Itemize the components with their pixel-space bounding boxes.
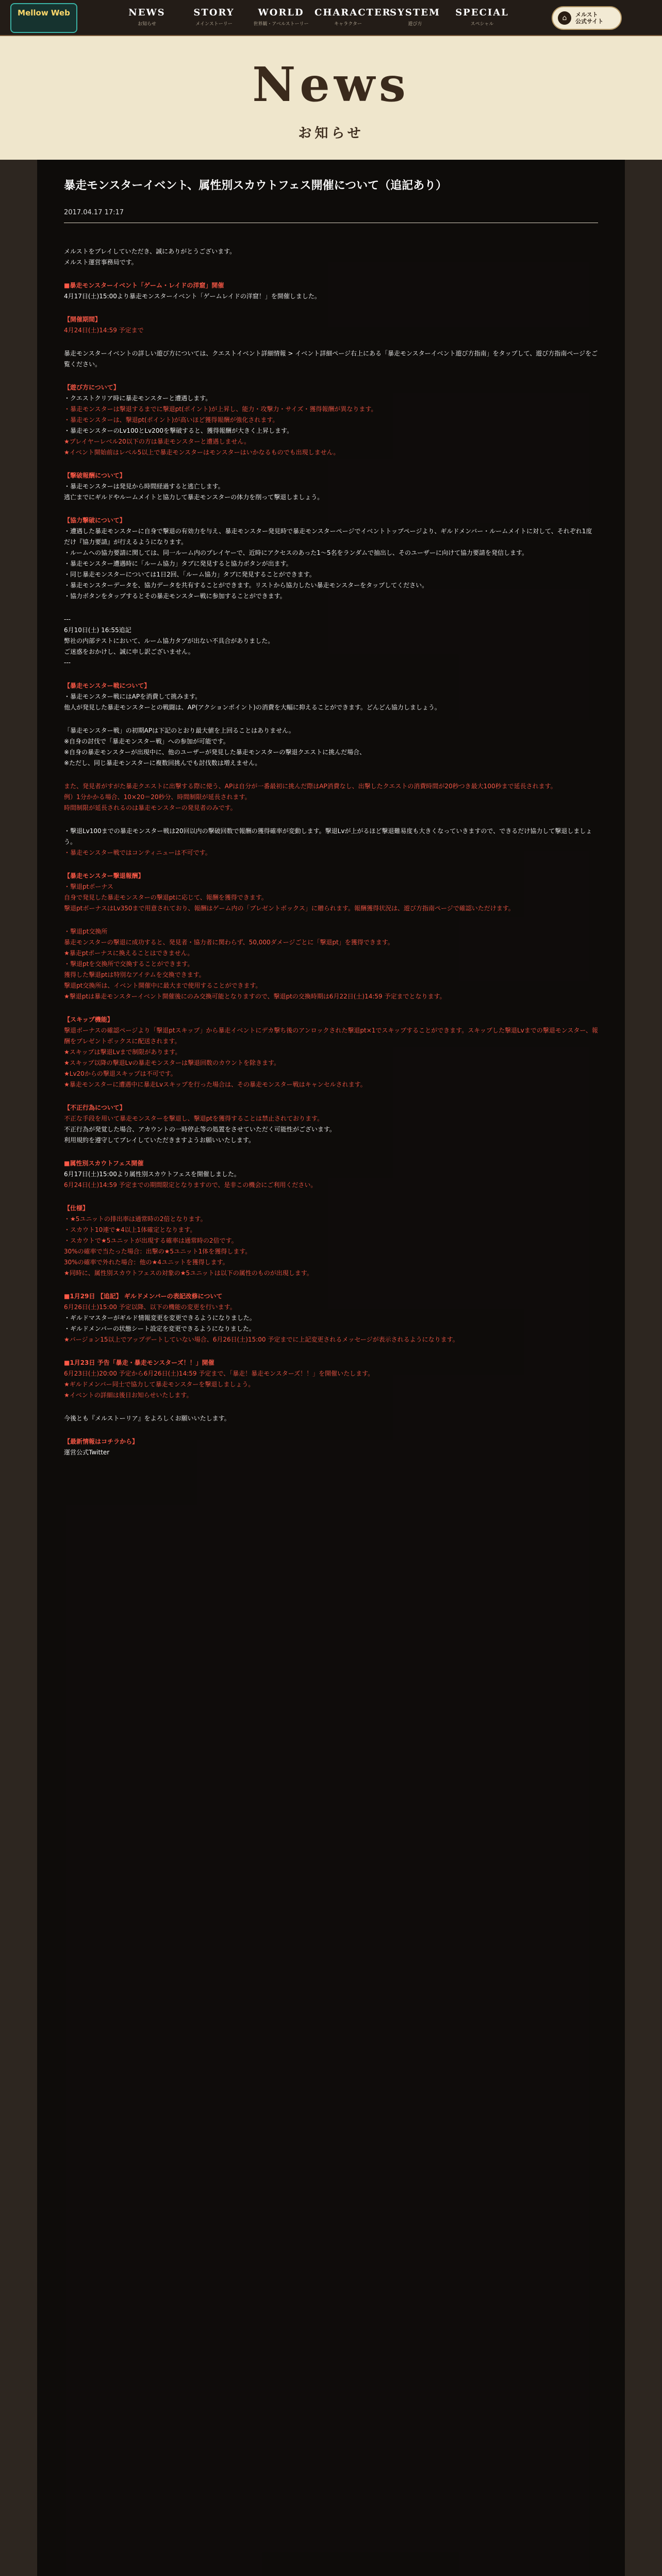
article-line: ★スキップ以降の撃退Lvの暴走モンスターは撃退回数のカウントを除きます。 (64, 1059, 280, 1066)
article-paragraph (64, 871, 598, 914)
article-line: ・撃退ptポーナス (64, 883, 113, 890)
article-paragraph (64, 1203, 598, 1279)
article-line: ★ギルドメンバー同士で協力して暴走モンスターを撃退しましょう。 (64, 1381, 255, 1388)
article-line: また、発見者がすがた暴走クエストに出撃する際に使う、APは自分が一番最初に挑んだ際はAP消費なし、出撃したクエストの消費時間が20秒つき最大100秒まで延長されます。 (64, 783, 557, 790)
page-title: News (252, 57, 410, 112)
page-hero (0, 36, 662, 160)
article-paragraph (64, 1103, 598, 1146)
article-line: ・クエストクリア時に暴走モンスターと遭遇します。 (64, 395, 212, 402)
article-paragraph (64, 348, 598, 370)
article-line: ご迷惑をおかけし、誠に申し訳ございません。 (64, 648, 194, 655)
article-line: メルストをプレイしていただき、誠にありがとうございます。 (64, 248, 236, 255)
article-line: 運営公式Twitter (64, 1449, 110, 1456)
article-paragraph (64, 280, 598, 302)
article-line: 【不正行為について】 (64, 1104, 126, 1111)
article-line: ・暴走モンスターのLv100とLv200を撃破すると、獲得報酬が大きく上昇します。 (64, 427, 293, 434)
article-stage (0, 160, 662, 2576)
article-line: ■属性別スカウトフェス開催 (64, 1160, 144, 1167)
article-line: ・暴走モンスターは撃退するまでに撃退pt(ポイント)が上昇し、能力・攻撃力・サイズ・獲得報酬が異なります。 (64, 405, 377, 413)
nav-special[interactable]: SPECIAL スペシャル (455, 7, 509, 27)
article-paragraph (64, 470, 598, 503)
article-line: 不正な手段を用いて暴走モンスターを撃退し、撃退ptを獲得することは禁止されております。 (64, 1115, 324, 1122)
article-paragraph (64, 1014, 598, 1090)
article-date: 2017.04.17 17:17 (64, 209, 124, 216)
article-paragraph (64, 246, 598, 268)
article-line: 今後とも『メルストーリア』をよろしくお願いいたします。 (64, 1415, 230, 1422)
article-line: 30%の確率で外れた場合：他の★4ユニットを獲得します。 (64, 1259, 229, 1266)
site-logo[interactable]: Mellow Web (10, 3, 77, 33)
article-line: ★イベントの詳細は後日お知らせいたします。 (64, 1392, 193, 1399)
article-line: 4月24日(土)14:59 予定まで (64, 327, 144, 334)
article-line: ★Lv20からの撃退スキップは不可です。 (64, 1070, 177, 1077)
home-icon: ⌂ (558, 11, 571, 25)
article-line: ・暴走モンスターデータを、協力データを共有することができます。リストから協力したい暴走モンスターをタップしてください。 (64, 582, 428, 589)
nav-world[interactable]: WORLD 世界観・アベルストーリー (253, 7, 309, 27)
article-paragraph (64, 725, 598, 769)
article-line: 30%の確率で当たった場合：出撃の★5ユニット1体を獲得します。 (64, 1248, 252, 1255)
article-line: 【暴走モンスター戦について】 (64, 682, 151, 689)
article-line: ※ただし、同じ暴走モンスターに複数回挑んでも討伐数は増えません。 (64, 759, 261, 767)
article-line: メルスト運営事務局です。 (64, 259, 138, 266)
article-line: 【遊び方について】 (64, 384, 120, 391)
article-line: 【最新情報はコチラから】 (64, 1438, 139, 1445)
article-line: ・スカウト10連で★4以上1体確定となります。 (64, 1226, 196, 1233)
article-line: 6月26日(土)15:00 予定以降、以下の機能の変更を行います。 (64, 1303, 236, 1311)
article-line: ★プレイヤーレベル20以下の方は暴走モンスターと遭遇しません。 (64, 438, 251, 445)
article-line: ※自身の討伐で「暴走モンスター戦」への参加が可能です。 (64, 738, 229, 745)
article-line: 6月10日(土) 16:55追記 (64, 626, 131, 634)
article-line: ★同時に、属性別スカウトフェスの対象の★5ユニットは以下の属性のものが出現します。 (64, 1269, 313, 1277)
article-line: 「暴走モンスター戦」の初期APは下記のとおり最大値を上回ることはありません。 (64, 727, 295, 734)
article-line: 他人が発見した暴走モンスターとの戦闘は、AP(アクションポイント)の消費を大幅に抑えることができます。どんどん協力しましょう。 (64, 704, 441, 711)
page-subtitle: お知らせ (298, 126, 364, 141)
article-line: ・遭遇した暴走モンスターに自身で撃退の有効力を与え、暴走モンスター発見時で暴走モンスターページでイベントトップページより、ギルドメンバー・ルームメイトに対して、それぞれ1度だけ『協力要請』が行えるようになります。 (64, 528, 592, 546)
article-line: ★バージョン15以上でアップデートしていない場合、6月26日(土)15:00 予定までに上記変更されるメッセージが表示されるようになります。 (64, 1336, 459, 1343)
article-line: 逃亡までにギルドやルームメイトと協力して暴走モンスターの体力を削って撃退しましょう。 (64, 494, 324, 501)
official-site-button[interactable]: ⌂ メルスト 公式サイト (552, 6, 622, 30)
article-line: ・撃退ptを交換所で交換することができます。 (64, 960, 194, 968)
article-line: --- (64, 659, 71, 666)
article-paragraph (64, 926, 598, 1002)
article-line: 【スキップ機能】 (64, 1016, 113, 1023)
article-paragraph (64, 1358, 598, 1401)
article-title: 暴走モンスターイベント、属性別スカウトフェス開催について（追記あり） (64, 179, 448, 192)
article-line: 撃退ボーナスの確認ページより「撃退ptスキップ」から暴走イベントにデカ撃ち後のアンロックされた撃退pt×1でスキップすることができます。スキップした撃退Lvまでの撃退モンスター、報酬をプレゼントボックスに配送されます。 (64, 1027, 598, 1045)
article-line: ・★5ユニットの排出率は通常時の2倍となります。 (64, 1215, 207, 1223)
article-line: ・暴走モンスター戦ではコンティニューは不可です。 (64, 849, 211, 856)
article-line: ※自身の暴走モンスターが出現中に、他のユーザーが発見した暴走モンスターの撃退クエストに挑んだ場合、 (64, 749, 366, 756)
article-line: ・撃退pt交換所 (64, 928, 108, 935)
article-line: ・暴走モンスターは発見から時間経過すると逃亡します。 (64, 483, 224, 490)
article-line: 暴走モンスターの撃退に成功すると、発見者・協力者に関わらず、50,000ダメージごとに「撃退pt」を獲得できます。 (64, 939, 394, 946)
article-line: ・同じ暴走モンスターについては1日2回、「ルーム協力」タブに発見することができます。 (64, 571, 316, 578)
article-paragraph (64, 1413, 598, 1424)
nav-story[interactable]: STORY メインストーリー (193, 7, 235, 27)
article-line: 撃退ptボーナスはLv350まで用意されており、報酬はゲーム内の「プレゼントボックス」に贈られます。報酬獲得状況は、遊び方指南ページで確認いただけます。 (64, 905, 515, 912)
article-paragraph (64, 1158, 598, 1191)
article-line: 4月17日(土)15:00より暴走モンスターイベント「ゲームレイドの洋窟！」を開催しました。 (64, 293, 321, 300)
article-line: 6月24日(土)14:59 予定までの期間限定となりますので、是非この機会にご利用ください。 (64, 1181, 317, 1189)
article-line: ★イベント開始前はレベル5以上で暴走モンスターはモンスターはいかなるものでも出現しません。 (64, 449, 340, 456)
article-line: ・暴走モンスター遭遇時に「ルーム協力」タブに発見すると協力ボタンが出ます。 (64, 560, 292, 567)
article-line: ★暴走モンスターに遭遇中に暴走Lvスキップを行った場合は、その暴走モンスター戦はキャンセルされます。 (64, 1081, 367, 1088)
global-header (0, 0, 662, 36)
nav-character[interactable]: CHARACTER キャラクター (315, 7, 391, 27)
article-panel (37, 160, 625, 2576)
article-line: 【開催期間】 (64, 316, 102, 323)
article-paragraph (64, 681, 598, 713)
article-line: ★暴走ptポーナスに換えることはできません。 (64, 950, 194, 957)
article-line: 6月23日(土)20:00 予定から6月26日(土)14:59 予定まで、「暴走！暴走モンスターズ！！」を開催いたします。 (64, 1370, 374, 1377)
article-line: 暴走モンスターイベントの詳しい遊び方については、クエストイベント詳細情報 > イベント詳細ページ右上にある「暴走モンスターイベント遊び方指南」をタップして、遊び方指南ページをご覧ください。 (64, 350, 598, 368)
article-line: --- (64, 616, 71, 623)
nav-system[interactable]: SYSTEM 遊び方 (390, 7, 440, 27)
article-line: ■1月23日 予告「暴走・暴走モンスターズ！！」開催 (64, 1359, 214, 1366)
article-paragraph (64, 826, 598, 858)
article-line: 6月17日(土)15:00より属性別スカウトフェスを開催しました。 (64, 1171, 240, 1178)
article-line: ・暴走モンスター戦にはAPを消費して挑みます。 (64, 693, 202, 700)
article-line: ・ギルドマスターがギルド情報変更を変更できるようになりました。 (64, 1314, 256, 1321)
article-paragraph (64, 1291, 598, 1345)
article-line: 自身で発見した暴走モンスターの撃退ptに応じて、報酬を獲得できます。 (64, 894, 268, 901)
article-line: 利用規約を遵守してプレイしていただきますようお願いいたします。 (64, 1137, 255, 1144)
article-paragraph (64, 314, 598, 336)
article-line: ・協力ボタンをタップするとその暴走モンスター戦に参加することができます。 (64, 592, 286, 600)
article-line: 撃退pt交換所は、イベント開催中に最大まで使用することができます。 (64, 982, 262, 989)
nav-news[interactable]: NEWS お知らせ (128, 7, 166, 27)
article-body (64, 246, 598, 1470)
article-line: 【協力撃破について】 (64, 517, 126, 524)
article-line: 例）1分かかる場合、10×20＝20秒分、時間制限が延長されます。 (64, 793, 251, 801)
global-nav (113, 7, 516, 30)
article-paragraph (64, 781, 598, 814)
article-line: ★スキップは撃退Lvまで制限があります。 (64, 1048, 181, 1056)
article-line: ・ギルドメンバーの状態シート設定を変更できるようになりました。 (64, 1325, 255, 1332)
article-line: 【暴走モンスター撃退報酬】 (64, 872, 144, 879)
article-line: ・撃退Lv100までの暴走モンスター戦は20回以内の撃破回数で報酬の獲得確率が変動します。撃退Lvが上がるほど撃退難易度も大きくなっていきますので、できるだけ協力して撃退しましょう。 (64, 827, 592, 845)
article-line: ■暴走モンスターイベント「ゲーム・レイドの洋窟」開催 (64, 282, 224, 289)
article-line: 【仕様】 (64, 1205, 89, 1212)
article-line: 時間制限が延長されるのは暴走モンスターの発見者のみです。 (64, 804, 237, 811)
article-line: 弊社の内部テストにおいて、ルーム協力タブが出ない不具合がありました。 (64, 637, 274, 645)
article-line: ・スカウトで★5ユニットが出現する確率は通常時の2倍です。 (64, 1237, 238, 1244)
article-line: ・ルームへの協力要請に関しては、同一ルーム内のプレイヤーで、近時にアクセスのあった1～5名をランダムで抽出し、そのユーザーに向けて協力要請を発信します。 (64, 549, 528, 556)
article-line: ■1月29日 【追記】 ギルドメンバーの表記改修について (64, 1293, 223, 1300)
article-line: 【撃破報酬について】 (64, 472, 126, 479)
article-line: 不正行為が発覚した場合、アカウントの一時停止等の処置をさせていただく可能性がございます。 (64, 1126, 336, 1133)
article-line: ★撃退ptは暴走モンスターイベント開催後にのみ交換可能となりますので、撃退ptの交換時期は6月22日(土)14:59 予定までとなります。 (64, 993, 446, 1000)
article-paragraph (64, 1436, 598, 1458)
article-paragraph (64, 614, 598, 668)
article-line: ・暴走モンスターは、撃退pt(ポイント)が高いほど獲得報酬が強化されます。 (64, 416, 279, 423)
article-line: 獲得した撃退ptは特別なアイテムを交換できます。 (64, 971, 205, 978)
article-paragraph (64, 515, 598, 602)
article-paragraph (64, 382, 598, 458)
